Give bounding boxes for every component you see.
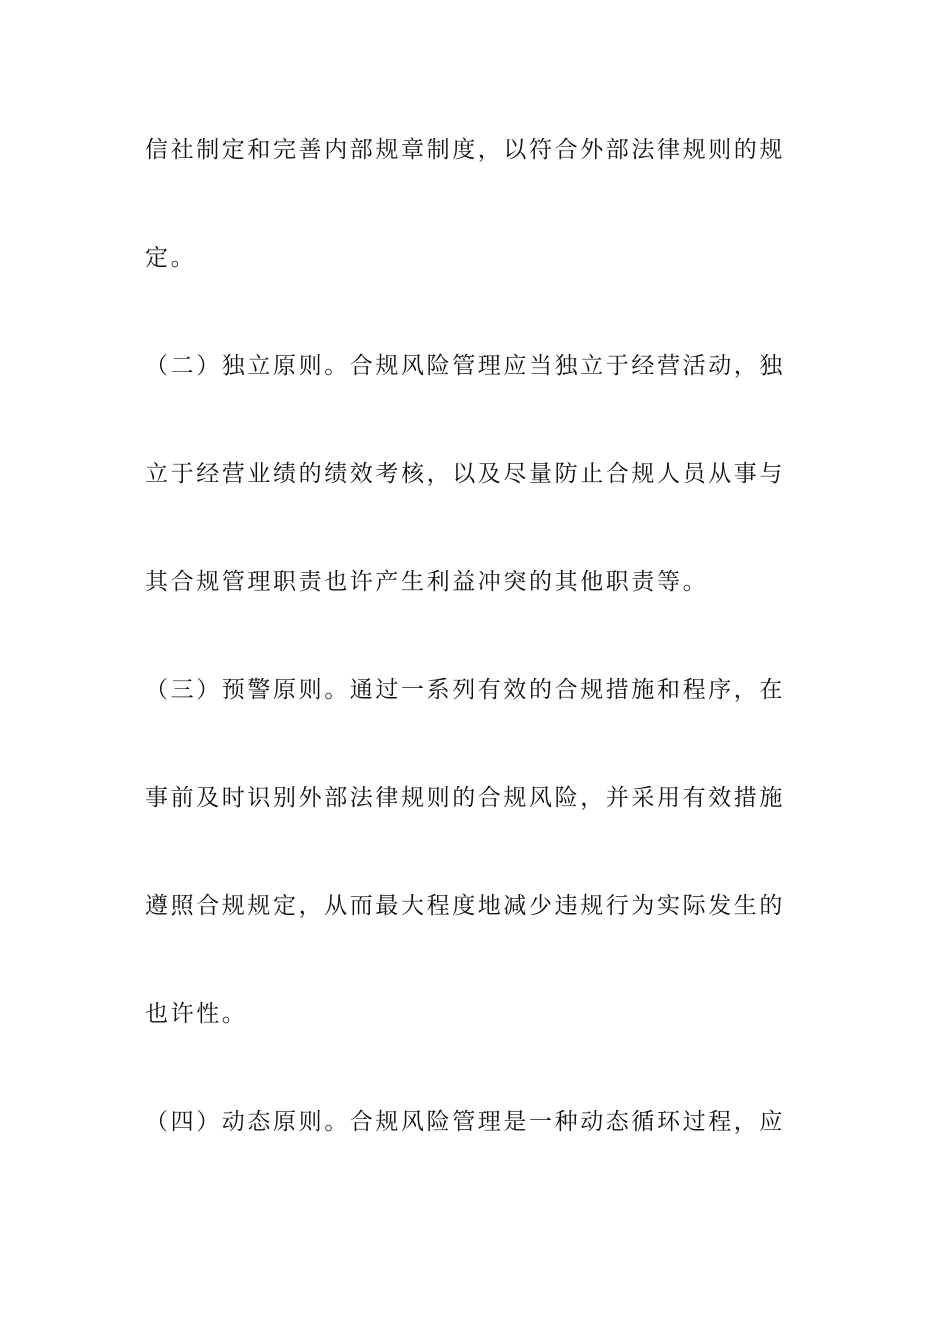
text-line-2: 定。 [145,245,197,271]
text-line-6: （三）预警原则。通过一系列有效的合规措施和程序，在 [145,677,785,703]
text-line-3: （二）独立原则。合规风险管理应当独立于经营活动，独 [145,353,785,379]
text-line-10: （四）动态原则。合规风险管理是一种动态循环过程，应 [145,1109,785,1135]
text-line-4: 立于经营业绩的绩效考核，以及尽量防止合规人员从事与 [145,461,785,487]
text-line-1: 信社制定和完善内部规章制度，以符合外部法律规则的规 [145,137,785,163]
text-line-8: 遵照合规规定，从而最大程度地减少违规行为实际发生的 [145,893,785,919]
text-line-7: 事前及时识别外部法律规则的合规风险，并采用有效措施 [145,785,785,811]
text-line-5: 其合规管理职责也许产生利益冲突的其他职责等。 [145,569,709,595]
text-line-9: 也许性。 [145,1001,248,1027]
